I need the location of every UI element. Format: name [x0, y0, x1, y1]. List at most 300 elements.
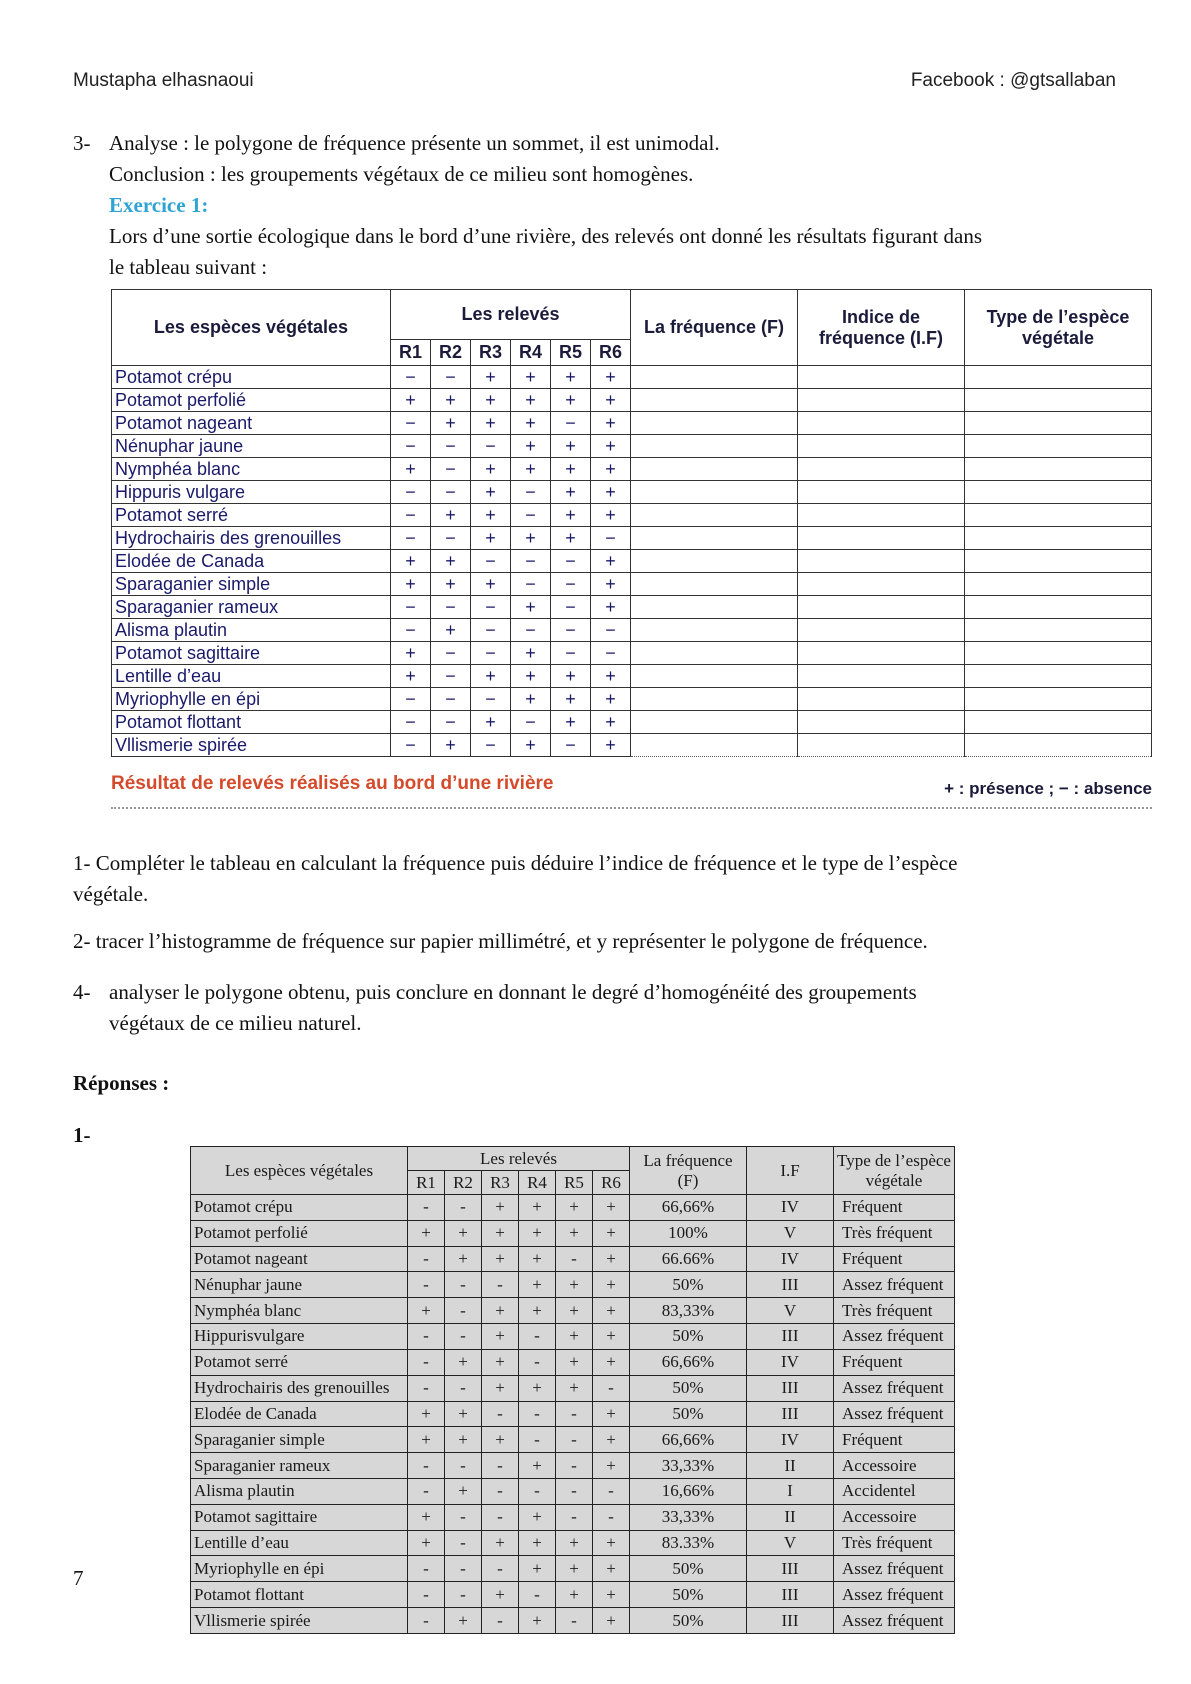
index-value: II [747, 1453, 834, 1479]
releve-cell: − [471, 688, 511, 711]
releve-cell: - [556, 1246, 593, 1272]
t2-header-type: Type de l’espèce végétale [834, 1147, 955, 1195]
index-value: IV [747, 1246, 834, 1272]
table-row [191, 1195, 955, 1221]
frequency-value: 50% [630, 1556, 747, 1582]
releve-cell: - [482, 1453, 519, 1479]
header-author: Mustapha elhasnaoui [73, 70, 254, 91]
table-row [191, 1530, 955, 1556]
releve-cell: + [556, 1272, 593, 1298]
releve-cell: + [556, 1349, 593, 1375]
frequency-value: 50% [630, 1375, 747, 1401]
index-value: IV [747, 1349, 834, 1375]
species-name: Nénuphar jaune [191, 1272, 408, 1298]
releve-cell: − [431, 481, 471, 504]
releve-cell: - [556, 1427, 593, 1453]
releve-cell: − [431, 366, 471, 389]
question-1-number: 1- [73, 851, 91, 875]
species-name: Sparaganier rameux [112, 596, 391, 619]
releve-header-3: R3 [471, 340, 511, 366]
releve-cell: − [511, 573, 551, 596]
releve-cell: + [593, 1220, 630, 1246]
releve-cell: + [551, 711, 591, 734]
table-row [191, 1478, 955, 1504]
type-value: Assez fréquent [834, 1582, 955, 1608]
releve-cell: − [471, 596, 511, 619]
releve-cell: - [408, 1195, 445, 1221]
type-cell [965, 596, 1152, 619]
releve-cell: + [551, 366, 591, 389]
t1-header-frequency: La fréquence (F) [631, 290, 798, 366]
index-value: III [747, 1608, 834, 1634]
frequency-cell [631, 711, 798, 734]
type-value: Assez fréquent [834, 1324, 955, 1350]
index-cell [798, 504, 965, 527]
releve-cell: − [431, 688, 471, 711]
species-name: Elodée de Canada [112, 550, 391, 573]
species-name: Alisma plautin [191, 1478, 408, 1504]
frequency-value: 16,66% [630, 1478, 747, 1504]
frequency-cell [631, 481, 798, 504]
frequency-cell [631, 688, 798, 711]
index-value: III [747, 1556, 834, 1582]
releve-cell: + [482, 1375, 519, 1401]
species-name: Vllismerie spirée [112, 734, 391, 757]
type-cell [965, 527, 1152, 550]
table-row [191, 1453, 955, 1479]
releve-cell: + [591, 573, 631, 596]
releve-cell: + [445, 1220, 482, 1246]
species-name: Potamot crépu [112, 366, 391, 389]
releve-cell: + [511, 734, 551, 757]
releve-cell: + [591, 734, 631, 757]
t1-caption: Résultat de relevés réalisés au bord d’une rivière [111, 773, 554, 794]
releve-cell: − [551, 596, 591, 619]
releve-cell: − [591, 527, 631, 550]
releve-header-4: R4 [519, 1171, 556, 1195]
releve-cell: − [391, 596, 431, 619]
releve-cell: - [445, 1324, 482, 1350]
type-cell [965, 504, 1152, 527]
releve-cell: + [511, 642, 551, 665]
questions-section [73, 848, 1123, 1039]
releve-cell: + [482, 1582, 519, 1608]
species-name: Elodée de Canada [191, 1401, 408, 1427]
releve-cell: + [445, 1401, 482, 1427]
releve-cell: + [591, 366, 631, 389]
frequency-value: 50% [630, 1582, 747, 1608]
releve-header-2: R2 [431, 340, 471, 366]
exercise-table [111, 289, 1152, 809]
releve-cell: + [556, 1220, 593, 1246]
species-name: Hippurisvulgare [191, 1324, 408, 1350]
releve-cell: + [391, 573, 431, 596]
species-name: Nymphéa blanc [191, 1298, 408, 1324]
releve-cell: + [471, 711, 511, 734]
releve-cell: + [482, 1220, 519, 1246]
exercise-title: Exercice 1: [109, 193, 209, 217]
releve-cell: - [445, 1375, 482, 1401]
releve-cell: - [519, 1427, 556, 1453]
releve-cell: + [551, 665, 591, 688]
frequency-cell [631, 527, 798, 550]
releve-cell: + [408, 1504, 445, 1530]
species-name: Lentille d’eau [191, 1530, 408, 1556]
question-4-continued: végétaux de ce milieu naturel. [109, 1011, 362, 1035]
answers-title: Réponses : [73, 1071, 170, 1095]
releve-cell: + [593, 1298, 630, 1324]
releve-cell: + [511, 458, 551, 481]
releve-cell: - [556, 1453, 593, 1479]
releve-cell: − [431, 527, 471, 550]
index-cell [798, 573, 965, 596]
releve-cell: + [431, 734, 471, 757]
frequency-value: 83,33% [630, 1298, 747, 1324]
releve-cell: + [556, 1530, 593, 1556]
frequency-cell [631, 619, 798, 642]
releve-cell: + [591, 458, 631, 481]
type-value: Très fréquent [834, 1530, 955, 1556]
releve-cell: + [408, 1427, 445, 1453]
index-cell [798, 435, 965, 458]
releve-cell: - [556, 1504, 593, 1530]
releve-cell: - [519, 1582, 556, 1608]
releve-cell: + [482, 1195, 519, 1221]
index-cell [798, 665, 965, 688]
question-1 [73, 848, 1123, 879]
releve-header-4: R4 [511, 340, 551, 366]
type-cell [965, 688, 1152, 711]
table-row [112, 481, 1152, 504]
releve-cell: + [551, 458, 591, 481]
frequency-value: 50% [630, 1401, 747, 1427]
type-cell [965, 711, 1152, 734]
releve-cell: + [471, 504, 511, 527]
index-cell [798, 711, 965, 734]
releve-cell: + [431, 389, 471, 412]
releve-cell: - [408, 1582, 445, 1608]
type-cell [965, 366, 1152, 389]
releve-cell: + [591, 550, 631, 573]
table-row [112, 573, 1152, 596]
frequency-cell [631, 573, 798, 596]
t2-header-frequency: La fréquence (F) [630, 1147, 747, 1195]
releve-cell: - [408, 1349, 445, 1375]
releve-cell: − [471, 642, 511, 665]
releve-cell: + [431, 619, 471, 642]
type-value: Assez fréquent [834, 1556, 955, 1582]
type-value: Accessoire [834, 1453, 955, 1479]
releve-cell: + [431, 504, 471, 527]
releve-cell: + [511, 435, 551, 458]
t2-header-releves: Les relevés [408, 1147, 630, 1171]
table-row [112, 688, 1152, 711]
exercise-text-1: Lors d’une sortie écologique dans le bord d’une rivière, des relevés ont donné les résultats figurant dans [109, 224, 982, 248]
frequency-value: 50% [630, 1272, 747, 1298]
releve-cell: − [511, 481, 551, 504]
t2-header-species: Les espèces végétales [191, 1147, 408, 1195]
index-cell [798, 734, 965, 757]
releve-cell: + [556, 1324, 593, 1350]
releve-cell: + [591, 412, 631, 435]
releve-cell: + [431, 412, 471, 435]
index-value: IV [747, 1427, 834, 1453]
index-cell [798, 550, 965, 573]
table-row [191, 1427, 955, 1453]
table-row [112, 435, 1152, 458]
species-name: Sparaganier simple [112, 573, 391, 596]
releve-header-1: R1 [408, 1171, 445, 1195]
releve-cell: − [511, 550, 551, 573]
species-name: Hydrochairis des grenouilles [191, 1375, 408, 1401]
releve-cell: + [471, 412, 511, 435]
releve-cell: − [431, 642, 471, 665]
releve-cell: + [593, 1349, 630, 1375]
t1-legend: + : présence ; − : absence [944, 779, 1152, 798]
index-value: V [747, 1530, 834, 1556]
frequency-cell [631, 642, 798, 665]
type-cell [965, 550, 1152, 573]
releve-cell: - [408, 1608, 445, 1634]
exercise-table-footer [111, 773, 1152, 809]
releve-header-1: R1 [391, 340, 431, 366]
type-cell [965, 619, 1152, 642]
releve-cell: + [391, 389, 431, 412]
releve-cell: - [593, 1375, 630, 1401]
species-name: Alisma plautin [112, 619, 391, 642]
type-value: Très fréquent [834, 1298, 955, 1324]
releve-cell: + [591, 711, 631, 734]
releve-cell: + [591, 596, 631, 619]
releve-cell: − [471, 734, 511, 757]
exercise-text-2: le tableau suivant : [109, 255, 268, 279]
t1-header-releves: Les relevés [391, 290, 631, 340]
table-row [191, 1246, 955, 1272]
releve-cell: + [471, 573, 511, 596]
releve-cell: - [556, 1478, 593, 1504]
table-row [191, 1220, 955, 1246]
releve-cell: - [445, 1298, 482, 1324]
releve-cell: - [408, 1272, 445, 1298]
releve-cell: + [445, 1608, 482, 1634]
releve-cell: + [519, 1453, 556, 1479]
releve-cell: + [482, 1298, 519, 1324]
index-cell [798, 389, 965, 412]
releve-cell: + [519, 1556, 556, 1582]
table-row [191, 1349, 955, 1375]
releve-cell: − [391, 435, 431, 458]
releve-cell: + [519, 1195, 556, 1221]
frequency-value: 66.66% [630, 1246, 747, 1272]
table-row [112, 711, 1152, 734]
type-cell [965, 481, 1152, 504]
frequency-value: 83.33% [630, 1530, 747, 1556]
frequency-cell [631, 596, 798, 619]
releve-cell: + [593, 1608, 630, 1634]
releve-cell: + [591, 688, 631, 711]
table-row [191, 1375, 955, 1401]
releve-cell: − [551, 734, 591, 757]
releve-cell: − [551, 412, 591, 435]
frequency-value: 66,66% [630, 1195, 747, 1221]
releve-cell: − [391, 688, 431, 711]
type-cell [965, 573, 1152, 596]
releve-cell: − [431, 596, 471, 619]
type-value: Assez fréquent [834, 1272, 955, 1298]
index-cell [798, 458, 965, 481]
releve-cell: − [471, 435, 511, 458]
type-value: Fréquent [834, 1427, 955, 1453]
index-value: III [747, 1324, 834, 1350]
releve-cell: − [391, 412, 431, 435]
releve-cell: - [482, 1272, 519, 1298]
releve-header-2: R2 [445, 1171, 482, 1195]
releve-cell: - [519, 1324, 556, 1350]
page-number: 7 [73, 1566, 84, 1590]
releve-cell: + [511, 688, 551, 711]
releve-cell: + [391, 458, 431, 481]
index-cell [798, 619, 965, 642]
table-row [191, 1272, 955, 1298]
releve-cell: + [593, 1582, 630, 1608]
releve-cell: - [445, 1195, 482, 1221]
species-name: Lentille d’eau [112, 665, 391, 688]
table-row [112, 550, 1152, 573]
frequency-cell [631, 665, 798, 688]
index-cell [798, 366, 965, 389]
intro-section [73, 128, 1123, 283]
releve-cell: − [391, 504, 431, 527]
releve-cell: - [519, 1401, 556, 1427]
releve-cell: + [482, 1427, 519, 1453]
releve-cell: + [445, 1349, 482, 1375]
intro-number: 3- [73, 131, 91, 155]
releve-cell: − [391, 481, 431, 504]
t1-header-type: Type de l’espèce végétale [965, 290, 1152, 366]
index-value: V [747, 1298, 834, 1324]
releve-cell: + [556, 1298, 593, 1324]
index-cell [798, 412, 965, 435]
releve-cell: + [391, 665, 431, 688]
releve-cell: − [551, 642, 591, 665]
type-value: Fréquent [834, 1195, 955, 1221]
releve-cell: + [408, 1401, 445, 1427]
releve-cell: + [593, 1401, 630, 1427]
releve-cell: + [471, 366, 511, 389]
releve-cell: − [431, 458, 471, 481]
releve-cell: − [391, 734, 431, 757]
species-name: Hydrochairis des grenouilles [112, 527, 391, 550]
table-row [112, 527, 1152, 550]
releve-header-3: R3 [482, 1171, 519, 1195]
species-name: Nénuphar jaune [112, 435, 391, 458]
releve-cell: + [591, 389, 631, 412]
type-value: Accidentel [834, 1478, 955, 1504]
index-cell [798, 642, 965, 665]
releve-cell: - [445, 1272, 482, 1298]
answers-number: 1- [73, 1123, 91, 1147]
type-cell [965, 642, 1152, 665]
species-name: Potamot perfolié [112, 389, 391, 412]
type-value: Accessoire [834, 1504, 955, 1530]
frequency-cell [631, 366, 798, 389]
frequency-cell [631, 734, 798, 757]
index-cell [798, 527, 965, 550]
answer-table [190, 1146, 955, 1634]
index-value: I [747, 1478, 834, 1504]
releve-cell: - [482, 1608, 519, 1634]
species-name: Myriophylle en épi [191, 1556, 408, 1582]
releve-cell: − [431, 665, 471, 688]
releve-cell: + [593, 1195, 630, 1221]
table-row [112, 596, 1152, 619]
releve-cell: + [593, 1272, 630, 1298]
answer-table-grid [190, 1146, 955, 1634]
index-value: III [747, 1375, 834, 1401]
type-cell [965, 734, 1152, 757]
table-row [112, 504, 1152, 527]
releve-cell: + [482, 1324, 519, 1350]
index-value: II [747, 1504, 834, 1530]
header-facebook: Facebook : @gtsallaban [910, 70, 1116, 91]
releve-cell: + [593, 1324, 630, 1350]
releve-cell: − [431, 711, 471, 734]
releve-cell: + [408, 1220, 445, 1246]
releve-cell: − [551, 550, 591, 573]
releve-cell: + [471, 665, 511, 688]
type-value: Assez fréquent [834, 1375, 955, 1401]
species-name: Potamot nageant [191, 1246, 408, 1272]
releve-cell: - [445, 1582, 482, 1608]
species-name: Potamot sagittaire [191, 1504, 408, 1530]
table-row [112, 642, 1152, 665]
releve-cell: + [519, 1272, 556, 1298]
frequency-cell [631, 412, 798, 435]
index-value: III [747, 1272, 834, 1298]
releve-cell: + [593, 1427, 630, 1453]
table-row [191, 1324, 955, 1350]
releve-cell: + [391, 642, 431, 665]
frequency-value: 100% [630, 1220, 747, 1246]
releve-cell: + [591, 665, 631, 688]
releve-cell: + [551, 527, 591, 550]
releve-cell: - [482, 1556, 519, 1582]
releve-cell: − [591, 642, 631, 665]
question-4-number: 4- [73, 980, 91, 1004]
releve-cell: - [445, 1504, 482, 1530]
releve-cell: - [519, 1349, 556, 1375]
type-value: Fréquent [834, 1349, 955, 1375]
releve-cell: - [482, 1478, 519, 1504]
releve-cell: + [511, 366, 551, 389]
frequency-cell [631, 435, 798, 458]
frequency-cell [631, 458, 798, 481]
releve-cell: + [593, 1246, 630, 1272]
exercise-table-grid [111, 289, 1152, 757]
releve-cell: - [408, 1375, 445, 1401]
releve-cell: + [445, 1246, 482, 1272]
frequency-cell [631, 389, 798, 412]
species-name: Sparaganier simple [191, 1427, 408, 1453]
species-name: Potamot nageant [112, 412, 391, 435]
species-name: Potamot serré [112, 504, 391, 527]
table-row [112, 412, 1152, 435]
species-name: Potamot crépu [191, 1195, 408, 1221]
releve-cell: − [471, 619, 511, 642]
table-row [112, 366, 1152, 389]
releve-cell: + [511, 412, 551, 435]
frequency-value: 50% [630, 1608, 747, 1634]
